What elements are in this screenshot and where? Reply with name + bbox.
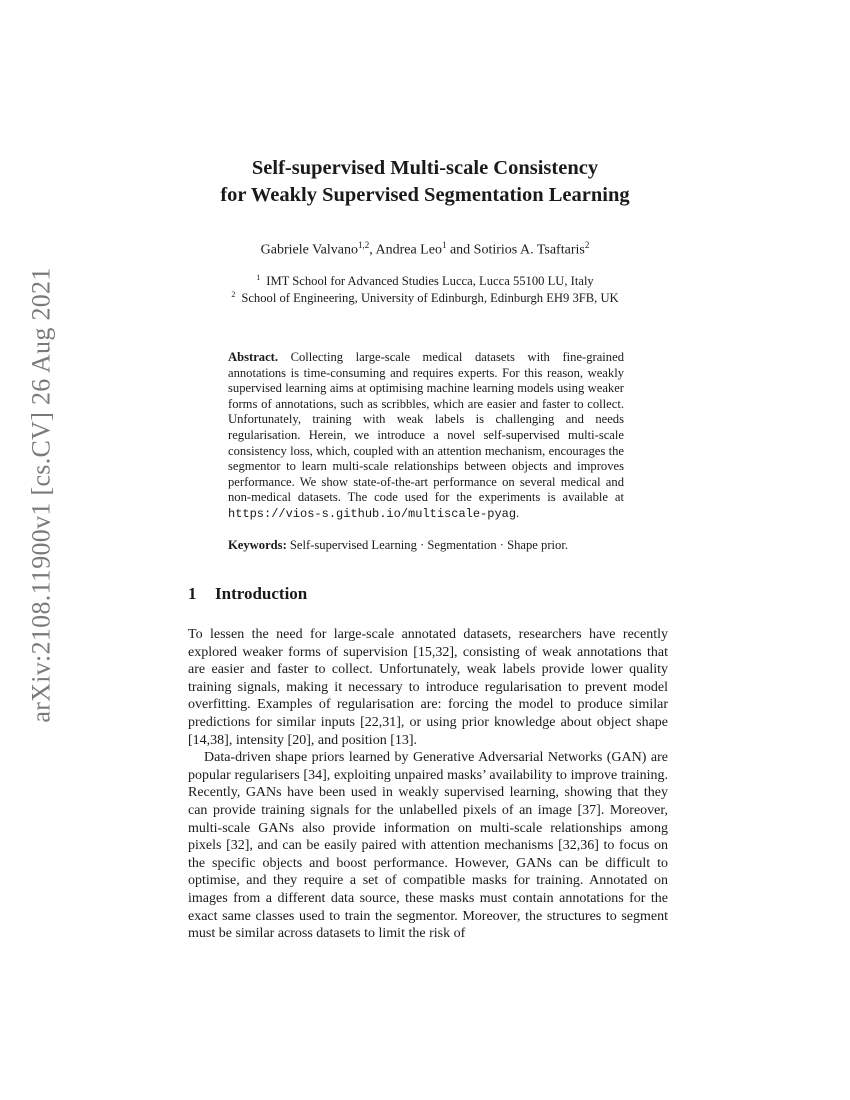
section-title: Introduction <box>215 584 308 603</box>
affiliation-1 <box>150 273 700 289</box>
abstract-text: Collecting large-scale medical datasets with fine-grained annotations is time-consuming and requires experts. For this reason, weakly supervised learning aims at optimising machine learning models using weaker forms of annotations, such as scribbles, which are easier and faster to collect. Unfortunately, training with weak labels is challenging and needs regularisation. Herein, we introduce a novel self-supervised multi-scale consistency loss, which, coupled with an attention mechanism, encourages the segmentor to learn multi-scale relationships between objects and improves performance. We show state-of-the-art performance on several medical and non-medical datasets. The code used for the experiments is available at <box>228 350 624 505</box>
section-number: 1 <box>188 584 197 603</box>
arxiv-side-identifier <box>22 267 62 723</box>
title-line-2: for Weakly Supervised Segmentation Learning <box>220 184 630 206</box>
code-url-link[interactable]: https://vios-s.github.io/multiscale-pyag <box>228 506 517 521</box>
keywords-label: Keywords: <box>228 538 287 552</box>
author-affil-mark: 1,2 <box>358 240 370 250</box>
author-separator: , <box>369 242 376 258</box>
author-name: Andrea Leo <box>375 242 442 258</box>
paragraph: To lessen the need for large-scale annotated datasets, researchers have recently explored weaker forms of supervision [15,32], consisting of weak annotations that are easier and faster to collect. Unfortunately, weak labels provide lower quality training signals, making it necessary to introduce regularisation to prevent model overfitting. Examples of regularisation are: forcing the model to produce similar predictions for similar inputs [22,31], or using prior knowledge about object shape [14,38], intensity [20], and position [13]. <box>188 627 668 748</box>
abstract-end: . <box>516 505 520 520</box>
affiliation-text: School of Engineering, University of Edinburgh, Edinburgh EH9 3FB, UK <box>241 291 619 306</box>
author-name: Gabriele Valvano <box>260 242 358 258</box>
affiliation-2 <box>150 290 700 306</box>
author-affil-mark: 2 <box>584 240 590 250</box>
arxiv-id-text: arXiv:2108.11900v1 [cs.CV] 26 Aug 2021 <box>27 267 57 723</box>
affiliation-mark: 2 <box>231 290 236 299</box>
title-line-1: Self-supervised Multi-scale Consistency <box>251 157 599 179</box>
author-separator: and <box>446 242 474 258</box>
keywords-text: Self-supervised Learning · Segmentation · Shape prior. <box>289 538 568 552</box>
paper-title <box>150 155 700 209</box>
author-list <box>150 240 700 259</box>
abstract <box>228 350 624 523</box>
author-name: Sotirios A. Tsaftaris <box>473 242 585 258</box>
keywords <box>228 538 624 553</box>
paragraph: Data-driven shape priors learned by Generative Adversarial Networks (GAN) are popular regularisers [34], exploiting unpaired masks’ availability to improve training. Recently, GANs have been used in weakly supervised learning, showing that they can provide training signals for the unlabelled pixels of an image [37]. Moreover, multi-scale GANs also provide information on multi-scale relationships among pixels [32], and can be easily paired with attention mechanisms [32,36] to focus on the specific objects and boost performance. However, GANs can be difficult to optimise, and they require a set of compatible masks for training. Annotated on images from a different data source, these masks must contain annotations for the exact same classes used to train the segmentor. Moreover, the structures to segment must be similar across datasets to limit the risk of <box>188 750 668 942</box>
author-affil-mark: 1 <box>441 240 447 250</box>
affiliation-text: IMT School for Advanced Studies Lucca, Lucca 55100 LU, Italy <box>266 274 594 289</box>
abstract-label: Abstract. <box>228 350 279 364</box>
affiliation-mark: 1 <box>256 273 261 282</box>
section-body <box>188 626 668 943</box>
section-heading <box>188 584 307 604</box>
